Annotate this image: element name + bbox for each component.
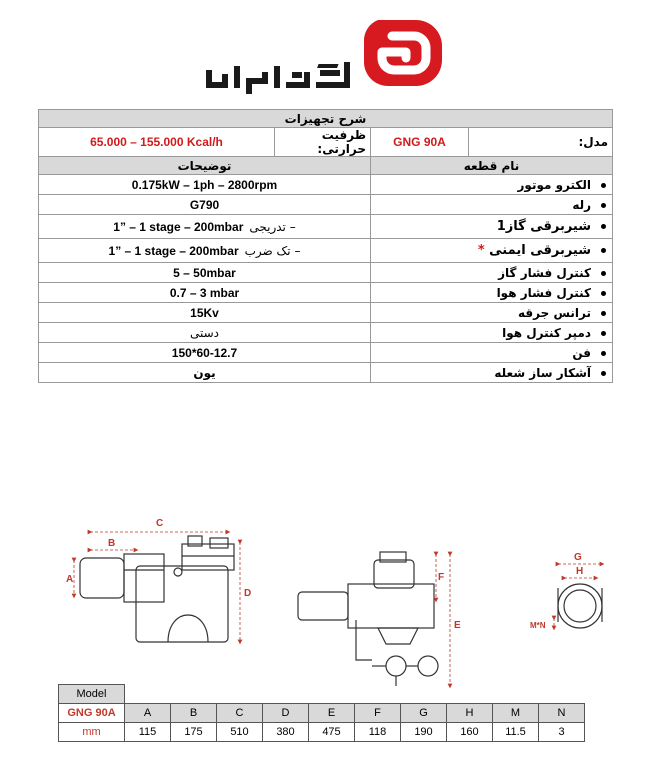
bullet-icon: [601, 331, 606, 336]
column-header-description: توضیحات: [39, 157, 371, 175]
brand-logo: [200, 8, 460, 98]
spec-row-desc: دستی: [39, 323, 371, 343]
spec-row-part: رله: [572, 197, 592, 212]
logo-mark-icon: [358, 12, 448, 94]
spec-row-desc: G790: [39, 195, 371, 215]
dim-label-a: A: [66, 574, 74, 585]
column-header-part: نام قطعه: [371, 157, 613, 175]
spec-row: [39, 363, 613, 383]
column-header: H: [447, 704, 493, 723]
spec-row: [39, 263, 613, 283]
dim-label-g: G: [574, 552, 582, 563]
spec-row: [39, 239, 613, 263]
spec-row: [39, 195, 613, 215]
bullet-icon: [601, 311, 606, 316]
bullet-icon: [601, 291, 606, 296]
dimension-value: 115: [125, 723, 171, 742]
dim-label-h: H: [576, 566, 584, 577]
model-value: GNG 90A: [371, 128, 469, 157]
model-name: GNG 90A: [59, 704, 125, 723]
dim-label-mn: M*N: [530, 621, 546, 630]
spec-row-part: شیربرقی گاز1: [496, 219, 592, 234]
dimension-value: 118: [355, 723, 401, 742]
spec-row: [39, 215, 613, 239]
spec-row-part: ترانس جرقه: [518, 305, 592, 320]
dimension-value: 190: [401, 723, 447, 742]
column-header: M: [493, 704, 539, 723]
spec-row-desc: یون: [39, 363, 371, 383]
dimension-value: 11.5: [493, 723, 539, 742]
spec-row-part: شیربرقی ایمنی: [489, 243, 592, 258]
column-header: F: [355, 704, 401, 723]
side-view-drawing: [80, 536, 234, 642]
bullet-icon: [601, 371, 606, 376]
spec-row-part: کنترل فشار گاز: [498, 265, 592, 280]
dim-label-c: C: [156, 518, 164, 529]
column-header: E: [309, 704, 355, 723]
spec-row-desc: 0.7 – 3 mbar: [39, 283, 371, 303]
model-header: Model: [59, 685, 125, 704]
dim-label-e: E: [454, 620, 461, 631]
head-view-drawing: [558, 584, 602, 628]
dim-label-d: D: [244, 588, 252, 599]
burner-dimension-drawings: [0, 510, 652, 690]
spec-row-part: فن: [572, 345, 592, 360]
dim-label-b: B: [108, 538, 116, 549]
spec-title: شرح تجهیزات: [39, 110, 613, 128]
unit-label: mm: [59, 723, 125, 742]
dimension-value: 3: [539, 723, 585, 742]
equipment-spec-table: [38, 109, 613, 383]
bullet-icon: [601, 271, 606, 276]
spec-row-desc-prefix: تدریجی –: [249, 219, 296, 234]
logo-wordmark: [200, 60, 360, 94]
column-header: D: [263, 704, 309, 723]
spec-row-desc: 1” – 1 stage – 200mbar: [108, 243, 239, 258]
spec-row-desc: 1” – 1 stage – 200mbar: [113, 219, 244, 234]
dim-label-f: F: [438, 572, 445, 583]
dimension-value: 475: [309, 723, 355, 742]
dimension-value: 160: [447, 723, 493, 742]
spec-row-desc: 15Kv: [39, 303, 371, 323]
column-header: C: [217, 704, 263, 723]
spec-row-part: کنترل فشار هوا: [496, 285, 592, 300]
bullet-icon: [601, 248, 606, 253]
bullet-icon: [601, 203, 606, 208]
column-header: G: [401, 704, 447, 723]
column-header: A: [125, 704, 171, 723]
spec-row-part: الکترو موتور: [517, 177, 592, 192]
bullet-icon: [601, 351, 606, 356]
spec-row-desc: 5 – 50mbar: [39, 263, 371, 283]
spec-row-desc: 150*60-12.7: [39, 343, 371, 363]
dimension-value: 510: [217, 723, 263, 742]
spec-row-desc: 0.175kW – 1ph – 2800rpm: [39, 175, 371, 195]
column-header: B: [171, 704, 217, 723]
spec-row-desc-prefix: تک ضرب –: [244, 243, 301, 258]
spec-row: [39, 175, 613, 195]
spec-row: [39, 283, 613, 303]
safety-star-icon: *: [477, 243, 485, 258]
spec-row-part: آشکار ساز شعله: [494, 365, 592, 380]
capacity-value: 65.000 – 155.000 Kcal/h: [39, 128, 275, 157]
dimensions-table: [58, 684, 585, 742]
bullet-icon: [601, 224, 606, 229]
capacity-label: ظرفیت حرارتی:: [275, 128, 371, 157]
spec-row: [39, 343, 613, 363]
model-label: مدل:: [469, 128, 613, 157]
dimension-value: 175: [171, 723, 217, 742]
spec-row-part: دمپر کنترل هوا: [502, 325, 592, 340]
spec-row: [39, 323, 613, 343]
bullet-icon: [601, 183, 606, 188]
front-view-drawing: [298, 552, 438, 686]
spec-row: [39, 303, 613, 323]
column-header: N: [539, 704, 585, 723]
dimension-value: 380: [263, 723, 309, 742]
